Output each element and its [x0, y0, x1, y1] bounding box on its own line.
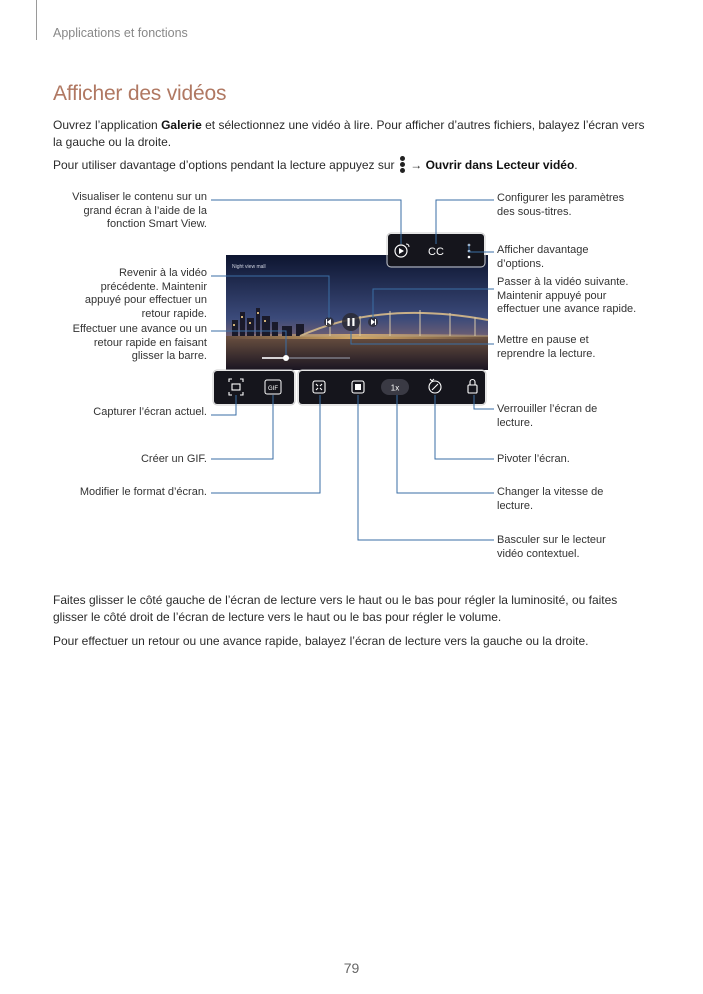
- label-aspect-ratio: Modifier le format d’écran.: [79, 486, 207, 498]
- bottom-right-toolbar: [298, 370, 486, 405]
- playback-speed-button: [381, 379, 409, 395]
- intro-paragraph-1: Ouvrez l’application Galerie et sélectionnez une vidéo à lire. Pour afficher d’autres fichiers, balayez l’écran vers la gauche ou la droite.: [53, 118, 645, 149]
- app-name-gallery: Galerie: [161, 118, 202, 132]
- section-header: Applications et fonctions: [53, 26, 188, 40]
- body-paragraph-brightness-volume: Faites glisser le côté gauche de l’écran de lecture vers le haut ou le bas pour régler la luminosité, ou faites glisser le côté droit de l’écran de lecture vers le haut ou le bas pour régler le volume.: [53, 593, 618, 624]
- label-pause-resume: Mettre en pause et reprendre la lecture.: [497, 334, 596, 360]
- previous-button: [324, 317, 334, 327]
- label-previous-video: Revenir à la vidéo précédente. Maintenir appuyé pour effectuer un retour rapide.: [84, 267, 207, 320]
- video-caption: Night view mall: [232, 264, 266, 270]
- label-more-options: Afficher davantage d’options.: [497, 244, 589, 270]
- seek-handle: [283, 355, 289, 361]
- label-capture-screen: Capturer l’écran actuel.: [93, 406, 207, 418]
- label-seek-bar: Effectuer une avance ou un retour rapide en faisant glisser la barre.: [72, 323, 207, 362]
- label-popup-player: Basculer sur le lecteur vidéo contextuel.: [497, 534, 606, 560]
- label-lock-screen: Verrouiller l’écran de lecture.: [497, 403, 598, 429]
- label-subtitles: Configurer les paramètres des sous-titres.: [497, 192, 625, 218]
- svg-text:GIF: GIF: [268, 386, 278, 392]
- bottom-left-toolbar: [213, 370, 295, 405]
- next-button: [368, 317, 378, 327]
- page-number: 79: [343, 960, 360, 976]
- pause-button: [342, 313, 360, 331]
- svg-text:1x: 1x: [390, 383, 400, 393]
- label-playback-speed: Changer la vitesse de lecture.: [497, 486, 604, 512]
- subtitles-cc-icon: CC: [428, 246, 444, 258]
- body-paragraph-seek: Pour effectuer un retour ou une avance rapide, balayez l’écran de lecture vers la gauche ou la droite.: [53, 634, 589, 648]
- label-rotate-screen: Pivoter l’écran.: [497, 453, 570, 465]
- video-screen: [226, 255, 488, 370]
- label-smart-view: Visualiser le contenu sur un grand écran à l’aide de la fonction Smart View.: [72, 191, 207, 230]
- label-create-gif: Créer un GIF.: [140, 453, 207, 465]
- page-title: Afficher des vidéos: [53, 82, 227, 105]
- open-in-video-player-menu: Ouvrir dans Lecteur vidéo: [425, 158, 575, 172]
- label-next-video: Passer à la vidéo suivante. Maintenir appuyé pour effectuer une avance rapide.: [497, 276, 637, 315]
- intro-paragraph-2: Pour utiliser davantage d’options pendant la lecture appuyez sur → Ouvrir dans Lecteur vidéo.: [53, 158, 578, 172]
